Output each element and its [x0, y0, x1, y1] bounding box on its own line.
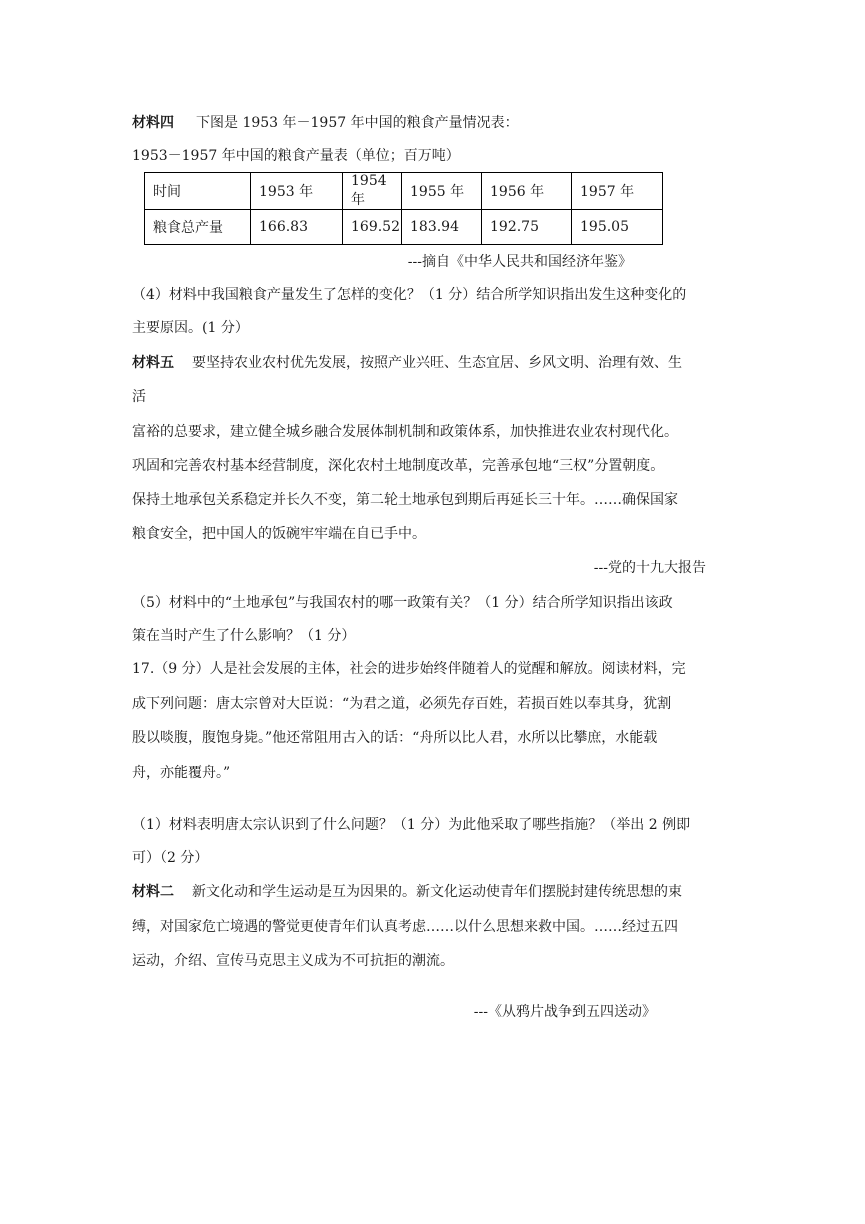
table-row	[145, 210, 663, 245]
table-header-cell: 1953 年	[251, 173, 343, 210]
table-header-cell: 1956 年	[482, 173, 572, 210]
material-five-intro	[132, 353, 742, 373]
table-header-cell: 1957 年	[572, 173, 663, 210]
question-4-line1: （4）材料中我国粮食产量发生了怎样的变化？（1 分）结合所学知识指出发生这种变化的	[132, 287, 687, 303]
material-five-label: 材料五	[132, 355, 174, 371]
table-header-cell: 1955 年	[402, 173, 482, 210]
table-header-cell: 时间	[145, 173, 251, 210]
material-four-text: 下图是 1953 年－1957 年中国的粮食产量情况表：	[196, 115, 519, 131]
material-four-intro	[132, 113, 742, 133]
material-five-text: 要坚持农业农村优先发展，按照产业兴旺、生态宜居、乡风文明、治理有效、生	[192, 355, 682, 371]
material-two-label: 材料二	[132, 884, 174, 900]
table-cell: 195.05	[572, 210, 663, 245]
table-cell: 192.75	[482, 210, 572, 245]
question-5-line1: （5）材料中的“土地承包”与我国农村的哪一政策有关？（1 分）结合所学知识指出该政	[132, 595, 673, 611]
material-two-intro	[132, 882, 742, 902]
material-five-source: ---党的十九大报告	[593, 560, 706, 576]
table-row	[145, 173, 663, 210]
table-cell: 169.52	[343, 210, 402, 245]
table-caption: 1953－1957 年中国的粮食产量表（单位；百万吨）	[132, 148, 460, 164]
question-1-line2: 可）（2 分）	[132, 850, 209, 866]
question-17-line2: 成下列问题：唐太宗曾对大臣说：“为君之道，必须先存百姓，若损百姓以奉其身，犹割	[132, 696, 672, 712]
material-five-line2: 活	[132, 389, 146, 405]
material-five-line5: 保持土地承包关系稳定并长久不变，第二轮土地承包到期后再延长三十年。……确保国家	[132, 492, 678, 508]
material-four-label: 材料四	[132, 115, 174, 131]
question-4-line2: 主要原因。(1 分）	[132, 320, 249, 336]
material-four-source: ---摘自《中华人民共和国经济年鉴》	[407, 254, 632, 270]
question-17-line3: 股以啖腹，腹饱身毙。”他还常阻用古入的话：“舟所以比人君，水所以比攀庶，水能载	[132, 730, 658, 746]
material-two-line2: 缚，对国家危亡境遇的警觉更使青年们认真考虑……以什么思想来救中国。……经过五四	[132, 919, 678, 935]
material-two-source: ---《从鸦片战争到五四送动》	[473, 1004, 656, 1020]
table-header-cell: 1954 年	[343, 173, 402, 210]
material-two-text: 新文化动和学生运动是互为因果的。新文化运动使青年们摆脱封建传统思想的束	[192, 884, 682, 900]
table-cell: 183.94	[402, 210, 482, 245]
table-cell: 166.83	[251, 210, 343, 245]
material-two-line3: 运动，介绍、宣传马克思主义成为不可抗拒的潮流。	[132, 953, 454, 969]
question-1-line1: （1）材料表明唐太宗认识到了什么问题？（1 分）为此他采取了哪些指施？（举出 2 例即	[132, 817, 691, 833]
question-17-line1: 17.（9 分）人是社会发展的主体，社会的进步始终伴随着人的觉醒和解放。阅读材料，完	[132, 661, 686, 677]
question-5-line2: 策在当时产生了什么影响？（1 分）	[132, 628, 356, 644]
question-17-line4: 舟，亦能覆舟。”	[132, 765, 231, 781]
material-five-line6: 粮食安全，把中国人的饭碗牢牢端在自已手中。	[132, 526, 426, 542]
material-five-line3: 富裕的总要求，建立健全城乡融合发展体制机制和政策体系，加快推进农业农村现代化。	[132, 424, 678, 440]
grain-production-table	[144, 172, 663, 245]
table-cell: 粮食总产量	[145, 210, 251, 245]
material-five-line4: 巩固和完善农村基本经营制度，深化农村土地制度改革，完善承包地“三权”分置朝度。	[132, 458, 665, 474]
